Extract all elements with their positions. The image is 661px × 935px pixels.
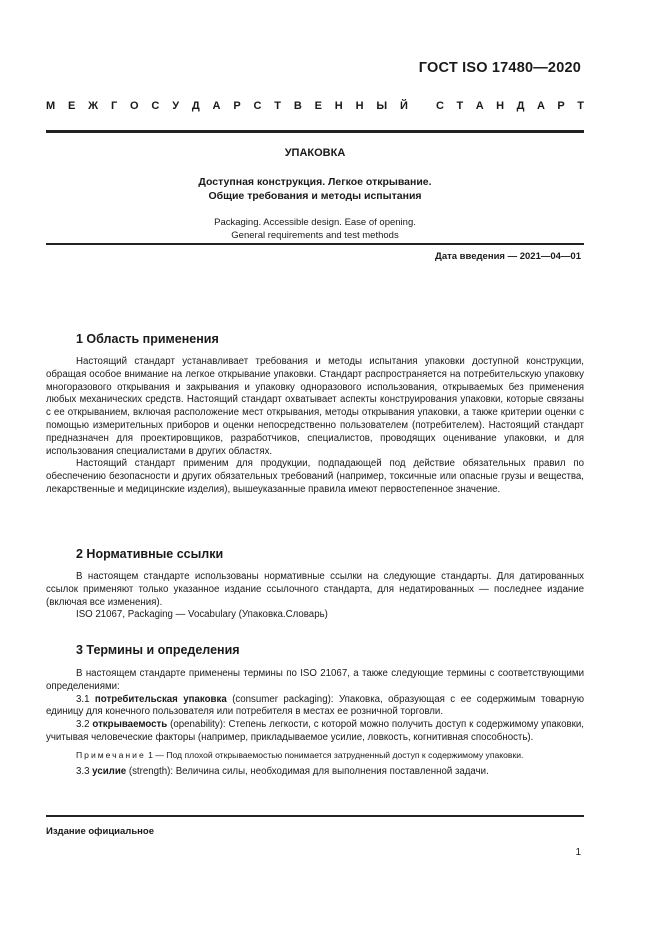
paragraph: В настоящем стандарте использованы нормативные ссылки на следующие стандарты. Для датированных ссылок применяют только указанное издание ссылочного стандарта, для недатированных — последнее издание (включая все изменения). — [46, 571, 584, 608]
section-3-body — [46, 668, 584, 779]
paragraph: В настоящем стандарте применены термины по ISO 21067, а также следующие термины с соответствующими определениями: — [46, 668, 584, 692]
term: усилие — [92, 765, 127, 777]
term-definition-3-1: 3.1 потребительская упаковка (consumer packaging): Упаковка, образующая с ее содержимым товарную единицу для конечного пользователя или потребителя в местах ее розничной торговли. — [46, 693, 584, 718]
section-2-heading-wrap — [46, 548, 584, 561]
term: открываемость — [92, 719, 168, 731]
header-divider — [46, 130, 584, 133]
term: потребительская упаковка — [94, 693, 227, 705]
interstate-standard-banner — [46, 100, 584, 112]
title-divider — [46, 243, 584, 245]
paragraph: Настоящий стандарт устанавливает требования и методы испытания упаковки доступной конструкции, обращая особое внимание на легкое открывание упаковки. Стандарт распространяется на потребительскую упаковку многоразового открывания и закрывания и упаковку одноразового использования, открываемых без применения любых механических средств. Настоящий стандарт охватывает аспекты конструирования упаковки, которые связаны с ее открыванием, включая расположение мест открывания, методы открывания упаковки, а также критерии оценки с помощью измерительных приборов и оценки непосредственно пользователем (потребителем). Настоящий стандарт предназначен для проектировщиков, разработчиков, специалистов, проводящих оценивание упаковки, и для использования специалистами в других областях. — [46, 356, 584, 457]
note: Примечание 1 — Под плохой открываемостью понимается затрудненный доступ к содержимому упаковки. — [76, 749, 524, 760]
official-edition-label: Издание официальное — [46, 826, 154, 837]
introduction-date: Дата введения — 2021—04—01 — [435, 251, 581, 262]
interstate-word: М Е Ж Г О С У Д А Р С Т В Е Н Н Ы Й — [46, 100, 408, 112]
section-1-heading-wrap — [46, 333, 584, 346]
term-definition-3-3: 3.3 усилие (strength): Величина силы, необходимая для выполнения поставленной задачи. — [76, 765, 489, 777]
footer-divider — [46, 815, 584, 817]
term-definition-3-2: 3.2 открываемость (openability): Степень легкости, с которой можно получить доступ к содержимому упаковки, учитывая человеческие факторы (например, прикладываемое усилие, ловкость, когнитивная способность). — [46, 719, 584, 743]
page-number: 1 — [575, 847, 581, 858]
reference-item: ISO 21067, Packaging — Vocabulary (Упаковка.Словарь) — [76, 609, 328, 621]
section-heading: 1 Область применения — [76, 332, 219, 346]
section-1-body — [46, 356, 584, 497]
subtitle-english: Packaging. Accessible design. Ease of opening. General requirements and test methods — [214, 217, 416, 241]
subtitle-russian: Доступная конструкция. Легкое открывание. Общие требования и методы испытания — [198, 176, 432, 202]
section-heading: 2 Нормативные ссылки — [76, 547, 224, 561]
paragraph: Настоящий стандарт применим для продукции, подпадающей под действие обязательных правил по обеспечению безопасности и других обязательных требований (например, токсичные или опасные грузы и вещества, лекарственные и медицинские изделия), вышеуказанные правила имеют первостепенное значение. — [46, 458, 584, 495]
section-2-body — [46, 571, 584, 622]
standard-word: С Т А Н Д А Р Т — [436, 100, 584, 112]
section-heading: 3 Термины и определения — [76, 643, 240, 657]
gost-code: ГОСТ ISO 17480—2020 — [418, 60, 581, 76]
section-3-heading-wrap — [46, 644, 584, 657]
title-block — [46, 147, 584, 242]
document-title: УПАКОВКА — [284, 147, 346, 159]
